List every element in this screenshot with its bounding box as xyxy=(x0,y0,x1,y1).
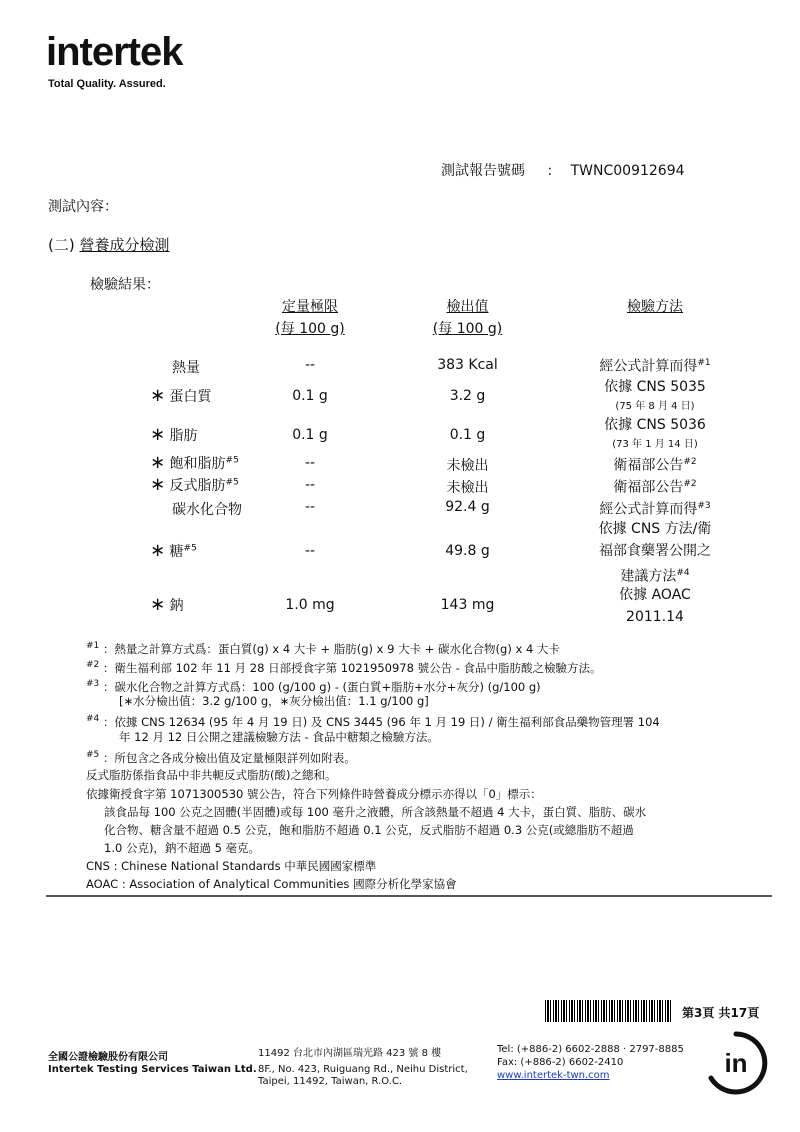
row-value-carbohydrate: 92.4 g xyxy=(445,499,490,515)
row-value-protein: 3.2 g xyxy=(449,388,486,404)
method-text: 依據 CNS 5036 xyxy=(604,417,706,433)
method-date: (75 年 8 月 4 日) xyxy=(615,401,695,412)
footnote-3-detail: [∗水分檢出值：3.2 g/100 g，∗灰分檢出值：1.1 g/100 g] xyxy=(119,694,429,708)
star-marker: ∗ xyxy=(150,452,166,473)
footnote-2 xyxy=(86,657,602,677)
row-value-saturated-fat: 未檢出 xyxy=(446,458,489,474)
round-mark-text: in xyxy=(724,1048,748,1078)
zero-labeling-rule: 依據衛授食字第 1071300530 號公告，符合下列條件時營養成分標示亦得以「0」標示： xyxy=(86,787,542,801)
star-marker: ∗ xyxy=(150,594,166,615)
results-label: 檢驗結果： xyxy=(90,277,160,293)
test-content-label: 測試內容： xyxy=(48,199,118,215)
footer-company-zh: 全國公證檢驗股份有限公司 xyxy=(48,1052,168,1063)
footnote-tag: #3 xyxy=(86,679,100,689)
footer-fax: Fax: (+886-2) 6602-2410 xyxy=(497,1057,624,1068)
section-number: (二) xyxy=(48,236,75,254)
method-footnote: #2 xyxy=(683,457,697,467)
row-method-saturated-fat xyxy=(585,452,725,476)
footer-tel: Tel: (+886-2) 6602-2888 · 2797-8885 xyxy=(497,1044,684,1055)
header-value xyxy=(400,296,535,338)
method-line-3: 建議方法 xyxy=(620,568,677,585)
row-value-fat: 0.1 g xyxy=(449,427,486,443)
row-name-text: 鈉 xyxy=(169,598,184,614)
method-text: 經公式計算而得 xyxy=(599,501,698,518)
method-date: (73 年 1 月 14 日) xyxy=(612,439,698,450)
row-limit-calories: -- xyxy=(304,357,316,373)
row-method-sodium xyxy=(585,584,725,628)
star-marker: ∗ xyxy=(150,540,166,561)
row-name-sugar xyxy=(150,540,197,561)
footnote-text: ：衛生福利部 102 年 11 月 28 日部授食字第 1021950978 號公告 - 食品中脂肪酸之檢驗方法。 xyxy=(102,660,602,675)
star-marker: ∗ xyxy=(150,474,166,495)
name-footnote: #5 xyxy=(225,477,239,488)
footnote-5 xyxy=(86,747,356,767)
star-marker: ∗ xyxy=(150,385,166,406)
row-value-sodium: 143 mg xyxy=(440,597,495,613)
row-limit-trans-fat: -- xyxy=(304,477,316,493)
row-limit-sodium: 1.0 mg xyxy=(285,597,335,613)
row-name-trans-fat xyxy=(150,474,239,495)
method-line-2: 福部食藥署公開之 xyxy=(599,543,711,559)
footnote-text: ：所包含之各成分檢出值及定量極限詳列如附表。 xyxy=(102,750,356,765)
row-name-fat xyxy=(150,424,198,445)
star-marker: ∗ xyxy=(150,424,166,445)
name-footnote: #5 xyxy=(183,543,197,554)
row-limit-sugar: -- xyxy=(304,543,316,559)
header-value-label: 檢出值 xyxy=(446,299,489,315)
report-number-value: TWNC00912694 xyxy=(570,163,685,179)
method-line-2: 2011.14 xyxy=(626,609,684,625)
footer-website-link[interactable]: www.intertek-twn.com xyxy=(497,1070,610,1081)
footnote-4-cont: 年 12 月 12 日公開之建議檢驗方法 - 食品中糖類之檢驗方法。 xyxy=(119,730,439,744)
row-limit-saturated-fat: -- xyxy=(304,455,316,471)
row-method-protein xyxy=(585,377,725,417)
footnote-text: ：依據 CNS 12634 (95 年 4 月 19 日) 及 CNS 3445 (96 年 1 月 19 日) / 衛生福利部食品藥物管理署 104 xyxy=(102,714,660,729)
method-footnote: #2 xyxy=(683,479,697,489)
method-text: 衛福部公告 xyxy=(613,479,684,496)
footer-address-en-2: Taipei, 11492, Taiwan, R.O.C. xyxy=(258,1076,403,1087)
row-name-text: 糖 xyxy=(169,544,184,560)
report-number-sep: : xyxy=(547,163,553,179)
header-value-unit: (每 100 g) xyxy=(432,321,503,337)
method-footnote: #4 xyxy=(676,568,690,578)
intertek-round-mark-icon xyxy=(703,1030,769,1096)
header-limit-unit: (每 100 g) xyxy=(275,321,345,337)
header-limit-label: 定量極限 xyxy=(282,299,338,315)
footnote-1 xyxy=(86,638,560,658)
footer-company-en: Intertek Testing Services Taiwan Ltd. xyxy=(48,1064,257,1075)
trans-fat-definition: 反式脂肪係指食品中非共軛反式脂肪(酸)之總和。 xyxy=(86,768,337,782)
report-number-label: 測試報告號碼 xyxy=(441,163,525,179)
footnote-tag: #1 xyxy=(86,641,100,651)
header-method-label: 檢驗方法 xyxy=(627,299,683,315)
row-name-text: 脂肪 xyxy=(169,428,198,444)
footer-address-en-1: 8F., No. 423, Ruiguang Rd., Neihu District, xyxy=(258,1064,468,1075)
header-limit xyxy=(245,296,375,338)
method-line-1: 依據 CNS 方法/衛 xyxy=(598,521,712,537)
header-method xyxy=(585,296,725,316)
row-name-carbohydrate: 碳水化合物 xyxy=(172,502,242,518)
barcode xyxy=(545,1000,673,1022)
cns-definition: CNS : Chinese National Standards 中華民國國家標準 xyxy=(86,859,377,873)
method-footnote: #3 xyxy=(697,501,711,511)
row-method-trans-fat xyxy=(585,474,725,498)
footnote-text: ：碳水化合物之計算方式爲：100 (g/100 g) - (蛋白質+脂肪+水分+灰分) (g/100 g) xyxy=(102,679,541,694)
row-name-protein xyxy=(150,385,212,406)
row-limit-protein: 0.1 g xyxy=(292,388,328,404)
row-name-sodium xyxy=(150,594,184,615)
row-limit-carbohydrate: -- xyxy=(304,499,316,515)
page-number: 第3頁 共17頁 xyxy=(682,1006,760,1020)
section-heading xyxy=(48,234,170,255)
row-method-fat xyxy=(585,415,725,455)
name-footnote: #5 xyxy=(225,455,239,466)
row-method-sugar xyxy=(585,518,725,588)
intertek-logo: intertek xyxy=(46,30,183,74)
logo-tagline: Total Quality. Assured. xyxy=(48,78,166,90)
method-text: 經公式計算而得 xyxy=(599,358,698,375)
zero-labeling-detail-1: 該食品每 100 公克之固體(半固體)或每 100 毫升之液體，所含該熱量不超過 4 大卡，蛋白質、脂肪、碳水 xyxy=(104,805,647,819)
row-name-calories: 熱量 xyxy=(172,360,200,376)
section-divider xyxy=(46,895,772,897)
footer-address-zh: 11492 台北市內湖區瑞光路 423 號 8 樓 xyxy=(258,1048,442,1059)
row-name-saturated-fat xyxy=(150,452,239,473)
row-name-text: 蛋白質 xyxy=(169,389,212,405)
report-number-line xyxy=(441,160,685,180)
row-method-calories xyxy=(585,353,725,377)
method-footnote: #1 xyxy=(697,358,711,368)
method-text: 依據 CNS 5035 xyxy=(604,379,706,395)
footnote-tag: #4 xyxy=(86,714,100,724)
footnote-4 xyxy=(86,711,660,731)
row-name-text: 飽和脂肪 xyxy=(169,456,226,472)
footnote-tag: #2 xyxy=(86,660,100,670)
row-value-calories: 383 Kcal xyxy=(437,357,498,373)
row-name-text: 反式脂肪 xyxy=(169,478,226,494)
footnote-text: ：熱量之計算方式爲：蛋白質(g) x 4 大卡 + 脂肪(g) x 9 大卡 + 碳水化合物(g) x 4 大卡 xyxy=(102,641,560,656)
row-value-trans-fat: 未檢出 xyxy=(446,480,489,496)
row-value-sugar: 49.8 g xyxy=(445,543,490,559)
footnote-tag: #5 xyxy=(86,750,100,760)
method-line-1: 依據 AOAC xyxy=(619,587,691,603)
zero-labeling-detail-3: 1.0 公克)，鈉不超過 5 毫克。 xyxy=(104,841,261,855)
zero-labeling-detail-2: 化合物、糖含量不超過 0.5 公克，飽和脂肪不超過 0.1 公克，反式脂肪不超過 0.3 公克(或總脂肪不超過 xyxy=(104,823,634,837)
row-method-carbohydrate xyxy=(585,496,725,520)
method-text: 衛福部公告 xyxy=(613,457,684,474)
row-limit-fat: 0.1 g xyxy=(292,427,328,443)
section-title: 營養成分檢測 xyxy=(79,236,170,254)
aoac-definition: AOAC : Association of Analytical Communities 國際分析化學家協會 xyxy=(86,877,457,891)
